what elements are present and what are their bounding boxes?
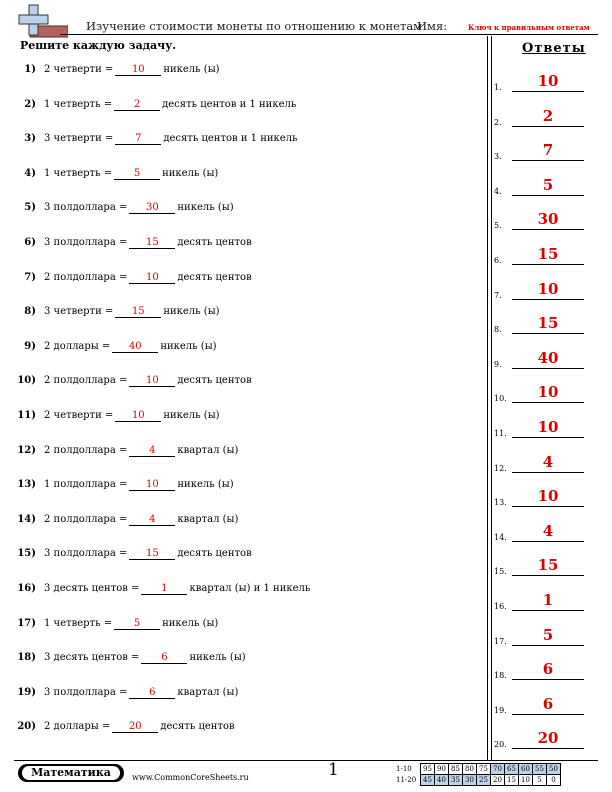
problem-unit: никель (ы) [160,340,217,352]
answer-blank[interactable]: 10 [129,272,175,284]
problem-prompt: 3 десять центов = [44,583,140,594]
problem-number: 4) [24,167,36,179]
answer-key-number: 6. [494,256,502,265]
problem-number: 19) [17,686,36,698]
problem-number: 10) [17,375,36,387]
answer-key-value: 4 [542,452,554,471]
answer-key-value: 20 [537,729,559,748]
problem-unit: десять центов [160,721,235,733]
footer-rule [14,760,598,761]
problem-prompt: 2 полдоллара = [44,513,128,525]
site-url: www.CommonCoreSheets.ru [132,773,249,782]
problem-prompt: 2 полдоллара = [44,375,128,387]
problem-unit: десять центов [177,548,252,560]
problem-prompt: 1 полдоллара = [44,479,128,491]
grade-cell: 65 [505,764,519,775]
problem-prompt: 1 четверть = [44,617,113,629]
problem-unit: квартал (ы) [177,444,239,456]
grade-cell: 95 [421,764,435,775]
problem-unit: десять центов и 1 никель [163,133,298,145]
grade-range-label: 1-10 [396,765,412,773]
problem-unit: никель (ы) [189,652,246,664]
answer-key-value: 40 [537,348,559,367]
problem-row [16,133,476,149]
answer-blank[interactable]: 30 [129,202,175,214]
problem-unit: десять центов [177,375,252,387]
grade-cell: 40 [435,775,449,786]
problem-unit: никель (ы) [163,64,220,75]
answer-key-line [512,160,584,161]
answer-key-line [512,714,584,715]
answer-key-number: 2. [494,117,502,127]
answer-key-line [512,437,584,438]
answer-key-value: 15 [537,314,559,333]
problem-number: 12) [17,444,36,456]
instructions: Решите каждую задачу. [20,39,177,52]
answer-key-number: 14. [494,532,507,542]
answer-blank[interactable]: 4 [129,514,175,526]
answer-key-number: 12. [494,463,507,473]
answer-key-value: 5 [542,175,554,194]
problem-row [16,548,476,564]
problem-row [16,375,476,391]
grade-cell: 25 [477,775,491,786]
answer-key-row [494,143,594,161]
grade-cell: 75 [477,764,491,775]
problem-unit: никель (ы) [177,202,234,214]
problem-unit: десять центов [177,271,252,283]
grade-cell: 60 [519,764,533,775]
answer-blank[interactable]: 2 [114,99,160,111]
answer-key-line [512,610,584,611]
answer-key-number: 11. [494,429,507,438]
problem-unit: квартал (ы) [177,513,239,525]
problem-number: 6) [24,237,36,248]
answer-key-value: 10 [537,418,559,436]
problem-row [16,306,476,322]
problem-row [16,99,476,115]
answer-key-value: 10 [537,487,559,506]
answer-key-row [494,593,594,611]
problem-number: 5) [24,202,36,214]
answer-key-value: 10 [537,383,559,402]
answer-key-value: 10 [537,72,559,90]
answer-key-row [494,316,594,334]
problem-unit: никель (ы) [163,306,220,318]
problem-row [16,652,476,668]
answer-key-number: 5. [494,221,502,231]
answer-key-number: 20. [494,740,507,750]
answer-key-value: 7 [542,141,554,160]
answer-blank[interactable]: 6 [141,652,187,664]
answer-key-number: 4. [494,186,502,196]
problem-unit: никель (ы) [162,167,219,179]
grade-row [396,764,561,775]
answer-key-value: 1 [542,591,554,609]
answer-key-value: 5 [542,625,554,644]
problem-prompt: 3 полдоллара = [44,548,128,560]
grade-cell: 45 [421,775,435,786]
answer-key-number: 8. [494,325,502,335]
answer-key-value: 6 [542,694,554,713]
problem-prompt: 2 полдоллара = [44,444,128,456]
problem-unit: десять центов [177,237,252,248]
answer-key-number: 19. [494,705,507,715]
grade-cell: 50 [547,764,561,775]
answer-key-number: 15. [494,567,507,577]
answer-blank[interactable]: 10 [129,375,175,387]
problem-prompt: 2 доллары = [44,721,111,733]
grade-cell: 85 [449,764,463,775]
answer-key-row [494,175,594,196]
problem-prompt: 3 полдоллара = [44,237,128,248]
answer-key-number: 18. [494,671,507,681]
page-number: 1 [328,760,339,780]
answer-key-number: 17. [494,636,507,646]
answer-key-value: 4 [542,521,554,540]
problem-prompt: 1 четверть = [44,167,113,179]
answer-key-number: 9. [494,359,502,369]
answer-blank[interactable]: 10 [129,479,175,491]
problem-number: 2) [24,98,36,110]
brand-label: Математика [22,766,120,780]
grade-cell: 10 [519,775,533,786]
answers-title: Ответы [522,41,586,56]
answer-key-row [494,385,594,403]
problem-prompt: 2 полдоллара = [44,271,128,283]
answer-key-line [512,748,584,749]
answer-key-row [494,247,594,265]
problem-prompt: 2 четверти = [44,64,114,75]
answer-blank[interactable]: 15 [129,237,175,249]
problem-number: 20) [17,721,36,733]
problem-prompt: 3 десять центов = [44,652,140,664]
header-rule [60,34,598,35]
problem-prompt: 2 доллары = [44,340,111,352]
problem-prompt: 3 четверти = [44,306,114,318]
brand-badge [18,764,124,782]
grade-table [396,763,561,786]
name-label: Имя: [417,19,448,33]
answer-key-value: 15 [537,556,559,575]
answer-key-row [494,625,594,646]
problem-prompt: 3 четверти = [44,133,114,145]
grade-cell: 20 [491,775,505,786]
problem-row [16,445,476,461]
problem-number: 17) [17,617,36,629]
problem-row [16,64,476,80]
answer-key-line [512,333,584,334]
problem-number: 9) [24,340,36,352]
answer-blank[interactable]: 5 [114,168,160,180]
problem-number: 18) [17,652,36,664]
answer-key-line [512,402,584,403]
answer-blank[interactable]: 6 [129,687,175,699]
problem-row [16,168,476,184]
answer-key-row [494,694,594,715]
answer-key-line [512,541,584,542]
problem-row [16,721,476,737]
problem-prompt: 3 полдоллара = [44,202,128,214]
problem-row [16,202,476,218]
answer-key-line [512,679,584,680]
answer-key-number: 1. [494,83,502,92]
problem-prompt: 2 четверти = [44,410,114,421]
answer-key-row [494,212,594,230]
problem-row [16,272,476,288]
answer-blank[interactable]: 4 [129,445,175,457]
answer-key-row [494,420,594,438]
answer-key-number: 7. [494,290,502,300]
answer-key-label: Ключ к правильным ответам [468,23,590,32]
answer-key-row [494,279,594,300]
problem-unit: никель (ы) [163,410,220,421]
answer-blank[interactable]: 10 [115,64,161,76]
problem-row [16,479,476,495]
problem-unit: квартал (ы) [177,686,239,698]
problem-unit: никель (ы) [177,479,234,491]
answer-key-number: 3. [494,152,502,162]
answer-key-value: 2 [542,106,554,125]
answer-blank[interactable]: 10 [115,410,161,422]
grade-cell: 90 [435,764,449,775]
answer-blank[interactable]: 15 [129,548,175,560]
answer-key-line [512,299,584,300]
grade-cell: 0 [547,775,561,786]
problem-number: 3) [24,133,36,145]
grade-cell: 15 [505,775,519,786]
answer-key-number: 10. [494,394,507,404]
answer-blank[interactable]: 15 [115,306,161,318]
answer-key-row [494,452,594,473]
problem-row [16,341,476,357]
answer-key-row [494,731,594,749]
problem-unit: квартал (ы) и 1 никель [189,583,311,594]
answer-key-row [494,558,594,576]
answer-key-row [494,74,594,92]
grade-row [396,775,561,786]
answer-key-line [512,506,584,507]
problem-row [16,237,476,253]
problem-row [16,410,476,426]
answer-key-row [494,521,594,542]
problem-unit: десять центов и 1 никель [162,98,297,110]
answer-key-line [512,126,584,127]
answer-blank[interactable]: 20 [112,721,158,733]
answer-key-row [494,662,594,680]
problem-number: 1) [24,64,36,75]
problem-number: 14) [17,513,36,525]
problem-number: 11) [17,410,36,421]
grade-cell: 55 [533,764,547,775]
problem-unit: никель (ы) [162,617,219,629]
problem-prompt: 3 полдоллара = [44,686,128,698]
grade-range-label: 11-20 [396,776,417,784]
answer-key-line [512,264,584,265]
problem-row [16,514,476,530]
grade-cell: 35 [449,775,463,786]
answer-key-line [512,368,584,369]
answer-key-number: 13. [494,498,507,508]
answer-blank[interactable]: 1 [141,583,187,595]
answer-key-row [494,106,594,127]
grade-cell: 5 [533,775,547,786]
answer-column-divider [487,36,492,760]
answer-key-line [512,91,584,92]
grade-cell: 80 [463,764,477,775]
answer-key-line [512,195,584,196]
grade-cell: 30 [463,775,477,786]
answer-key-row [494,348,594,369]
problem-row [16,687,476,703]
answer-key-line [512,472,584,473]
answer-key-row [494,489,594,507]
grade-cell: 70 [491,764,505,775]
problem-number: 7) [24,271,36,283]
answer-key-value: 15 [537,245,559,263]
problem-row [16,583,476,599]
answer-key-value: 30 [537,210,559,229]
answer-blank[interactable]: 40 [112,341,158,353]
problem-number: 8) [24,306,36,318]
answer-key-value: 10 [537,279,559,298]
answer-key-line [512,645,584,646]
answer-blank[interactable]: 5 [114,618,160,630]
answer-key-line [512,575,584,576]
worksheet-title: Изучение стоимости монеты по отношению к монетам [86,19,423,33]
problem-prompt: 1 четверть = [44,98,113,110]
answer-blank[interactable]: 7 [115,133,161,145]
answer-key-line [512,229,584,230]
answer-key-number: 16. [494,602,507,611]
problem-number: 15) [17,548,36,560]
problem-row [16,618,476,634]
problem-number: 16) [17,583,36,594]
problem-number: 13) [17,479,36,491]
answer-key-value: 6 [542,660,554,679]
